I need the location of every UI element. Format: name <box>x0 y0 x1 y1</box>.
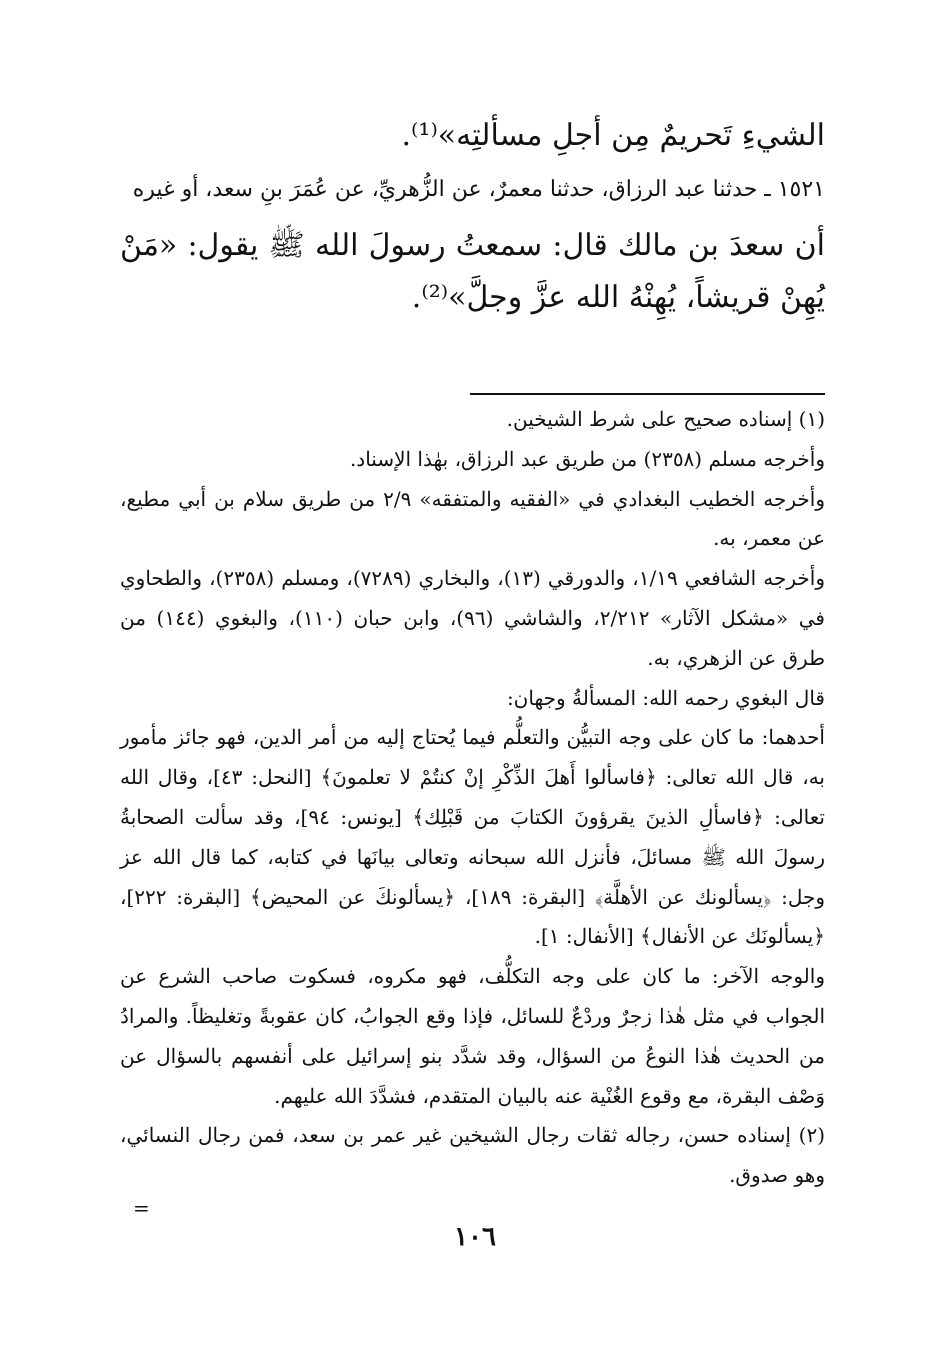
footnote-1-first-aspect: أحدهما: ما كان على وجه التبيُّن والتعلُّم فيما يُحتاج إليه من أمر الدين، فهو جائز مأمور به، قال الله تعالى: ﴿فاسألوا أَهلَ الذِّكْرِ إنْ كنتُمْ لا تعلمونَ﴾ [النحل: ٤٣]، وقال الله تعالى: ﴿فاسألِ الذينَ يقرؤونَ الكتابَ من قَبْلِك﴾ [يونس: ٩٤]، وقد سألت الصحابةُ رسولَ الله ﷺ مسائلَ، فأنزل الله سبحانه وتعالى بيانَها في كتابه، كما قال الله عز وجل: ﴿يسألونك عن الأهلَّة﴾ [البقرة: ١٨٩]، ﴿يسألونكَ عن المحيض﴾ [البقرة: ٢٢٢]، ﴿يسألونَك عن الأنفال﴾ [الأنفال: ١]. <box>120 725 826 949</box>
footnote-1-sources: وأخرجه الشافعي ١/١٩، والدورقي (١٣)، والبخاري (٧٢٨٩)، ومسلم (٢٣٥٨)، والطحاوي في «مشكل الآثار» ٢/٢١٢، والشاشي (٩٦)، وابن حبان (١١٠)، والبغوي (١٤٤) من طرق عن الزهري، به. <box>120 566 825 670</box>
hadith-isnad: ١٥٢١ ـ حدثنا عبد الرزاق، حدثنا معمرٌ، عن الزُّهريِّ، عن عُمَرَ بنِ سعد، أو غيره <box>132 177 825 202</box>
footnote-1-second-aspect: والوجه الآخر: ما كان على وجه التكلُّف، فهو مكروه، فسكوت صاحب الشرع عن الجواب في مثل هٰذا زجرٌ وردْعٌ للسائل، فإذا وقع الجوابُ، كان عقوبةً وتغليظاً. والمرادُ من الحديث هٰذا النوعُ من السؤال، وقد شدَّد بنو إسرائيل على أنفسهم بالسؤال عن وَصْف البقرة، مع وقوع الغُنْية عنه بالبيان المتقدم، فشدَّدَ الله عليهم. <box>120 964 825 1108</box>
footnote-2: (٢) إسناده حسن، رجاله ثقات رجال الشيخين غير عمر بن سعد، فمن رجال النسائي، وهو صدوق. <box>120 1123 825 1188</box>
continuation-mark: = <box>133 1196 150 1220</box>
hadith-matn: أن سعدَ بن مالك قال: سمعتُ رسولَ الله ﷺ يقول: «مَنْ يُهِنْ قريشاً، يُهِنْهُ الله عزَّ وجلَّ»⁽²⁾. <box>120 228 825 315</box>
text-paragraph-1: الشيءِ تَحريمٌ مِن أجلِ مسألتِه»⁽¹⁾. <box>401 118 825 153</box>
footnote-1-baghawi: قال البغوي رحمه الله: المسألةُ وجهان: <box>506 685 825 710</box>
footnotes <box>120 400 825 1196</box>
main-text <box>120 110 825 324</box>
footnote-1-khatib: وأخرجه الخطيب البغدادي في «الفقيه والمتفقه» ٢/٩ من طريق سلام بن أبي مطيع، عن معمر، به. <box>120 486 825 551</box>
footnote-separator <box>470 393 825 395</box>
footnote-1-grading: (١) إسناده صحيح على شرط الشيخين. <box>506 407 825 431</box>
page-number: ١٠٦ <box>454 1222 496 1252</box>
footnote-1-muslim: وأخرجه مسلم (٢٣٥٨) من طريق عبد الرزاق، بهٰذا الإسناد. <box>349 446 825 471</box>
